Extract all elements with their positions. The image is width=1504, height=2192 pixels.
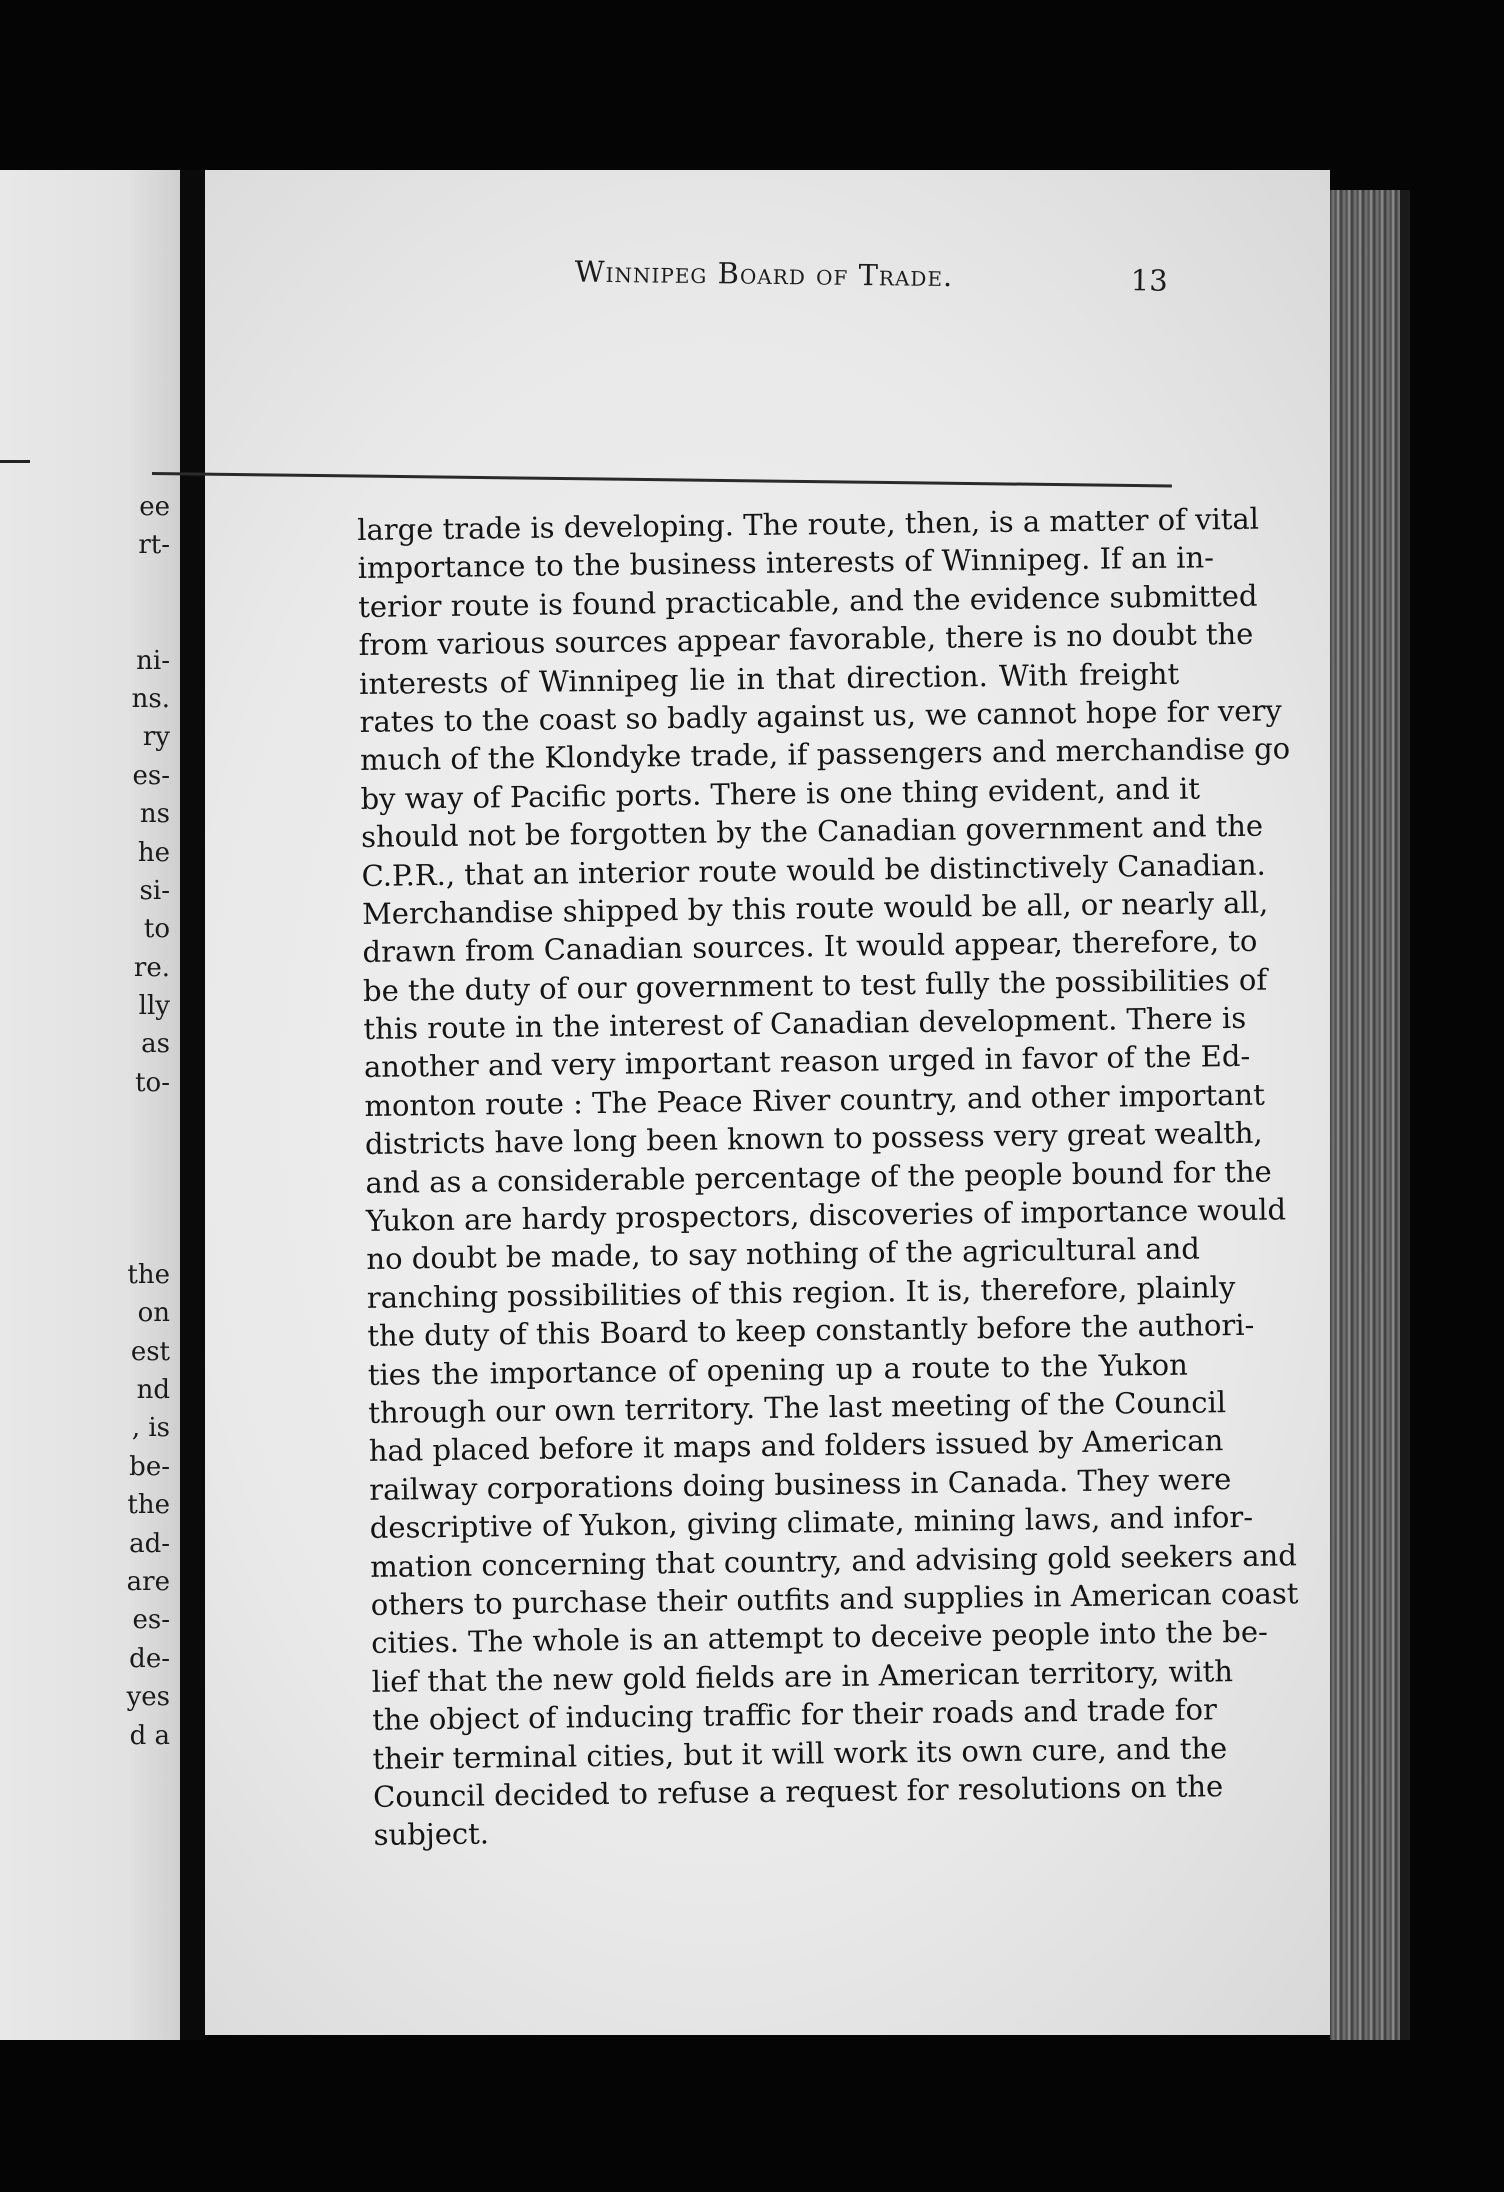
text-line: Merchandise shipped by this route would be all, or nearly all, <box>361 885 1269 931</box>
left-fragment-line: lly <box>138 991 170 1022</box>
left-fragment-line: es- <box>132 760 170 791</box>
left-fragment-line: re. <box>133 952 170 983</box>
text-line: terior route is found practicable, and the evidence submitted <box>357 578 1258 624</box>
left-fragment-line: ns <box>139 799 170 830</box>
text-line: subject. <box>373 1816 490 1853</box>
text-line: monton route : The Peace River country, and other important <box>364 1077 1265 1123</box>
text-line: ranching possibilities of this region. It is, therefore, plainly <box>366 1269 1236 1315</box>
text-line: railway corporations doing business in Canada. They were <box>369 1461 1232 1507</box>
left-fragment-line: yes <box>126 1682 170 1713</box>
header-title: Winnipeg Board of Trade. <box>574 254 954 294</box>
left-fragment-line <box>127 1141 170 1179</box>
text-line: descriptive of Yukon, giving climate, mining laws, and infor- <box>369 1499 1254 1546</box>
left-fragment-line: est <box>130 1336 170 1367</box>
text-line: districts have long been known to possess very great wealth, <box>364 1115 1263 1162</box>
text-line: mation concerning that country, and advising gold seekers and <box>370 1537 1297 1584</box>
left-fragment-line: es- <box>132 1605 170 1636</box>
left-fragment-line <box>127 1179 170 1217</box>
left-fragment-line: to <box>143 914 170 945</box>
left-fragment-line: ad- <box>129 1528 170 1559</box>
left-fragment-line: ns. <box>131 683 170 714</box>
page-number: 13 <box>1130 263 1168 298</box>
text-line: large trade is developing. The route, then, is a matter of vital <box>357 501 1260 547</box>
left-fragment-line: be- <box>129 1451 170 1482</box>
text-line: had placed before it maps and folders issued by American <box>368 1423 1224 1469</box>
left-fragment-line: ee <box>139 492 170 522</box>
text-line: no doubt be made, to say nothing of the agricultural and <box>366 1231 1201 1277</box>
text-line: through our own territory. The last meeting of the Council <box>368 1385 1227 1430</box>
left-fragment-line: he <box>137 837 170 868</box>
page-edge-shadow <box>1400 190 1410 2040</box>
text-line: C.P.R., that an interior route would be distinctively Canadian. <box>361 847 1266 893</box>
text-line: interests of Winnipeg lie in that direction. With freight <box>358 656 1180 701</box>
left-fragment-line: , is <box>131 1413 170 1444</box>
left-fragment-line: to- <box>135 1067 170 1098</box>
left-page-text <box>127 488 170 1755</box>
left-fragment-line: on <box>137 1298 170 1329</box>
text-line: this route in the interest of Canadian development. There is <box>363 1000 1247 1047</box>
left-fragment-line <box>127 1217 170 1255</box>
text-line: be the duty of our government to test fully the possibilities of <box>362 962 1268 1008</box>
text-line: cities. The whole is an attempt to deceive people into the be- <box>371 1614 1268 1661</box>
text-line: lief that the new gold fields are in American territory, with <box>371 1653 1234 1699</box>
text-line: much of the Klondyke trade, if passengers and merchandise go <box>359 731 1291 778</box>
text-line: ties the importance of opening up a route to the Yukon <box>367 1347 1189 1392</box>
text-line: from various sources appear favorable, there is no doubt the <box>358 616 1254 663</box>
left-fragment-line: si- <box>139 875 170 906</box>
text-line: should not be forgotten by the Canadian government and the <box>360 808 1264 855</box>
text-line: by way of Pacific ports. There is one thing evident, and it <box>360 771 1201 816</box>
text-line: others to purchase their outfits and supplies in American coast <box>370 1576 1299 1622</box>
book-gutter <box>180 170 205 2040</box>
body-text <box>357 501 1299 1855</box>
left-header-rule <box>0 460 30 463</box>
text-line: drawn from Canadian sources. It would appear, therefore, to <box>362 924 1258 970</box>
text-line: their terminal cities, but it will work its own cure, and the <box>372 1730 1228 1776</box>
left-fragment-line: the <box>127 1259 170 1290</box>
left-fragment-line: rt- <box>138 530 170 561</box>
left-fragment-line <box>127 565 170 603</box>
left-fragment-line: nd <box>136 1374 170 1405</box>
text-line: the duty of this Board to keep constantly before the authori- <box>367 1307 1255 1354</box>
left-fragment-line <box>127 1102 170 1140</box>
left-fragment-line: de- <box>129 1643 170 1674</box>
left-fragment-line: ni- <box>136 645 170 676</box>
left-page-fragment <box>0 170 180 2040</box>
text-line: rates to the coast so badly against us, we cannot hope for very <box>359 693 1282 739</box>
text-line: the object of inducing traffic for their roads and trade for <box>371 1692 1218 1738</box>
left-fragment-line <box>127 603 170 641</box>
left-fragment-line: ry <box>142 722 170 753</box>
page-edges <box>1330 190 1400 2040</box>
text-line: and as a considerable percentage of the people bound for the <box>365 1154 1272 1200</box>
left-fragment-line: d a <box>129 1720 170 1751</box>
left-fragment-line: as <box>141 1029 170 1060</box>
text-line: another and very important reason urged in favor of the Ed- <box>363 1039 1251 1085</box>
text-line: importance to the business interests of Winnipeg. If an in- <box>357 540 1215 586</box>
left-fragment-line: the <box>127 1490 170 1521</box>
left-fragment-line: are <box>126 1566 170 1597</box>
text-line: Yukon are hardy prospectors, discoveries of importance would <box>365 1192 1287 1238</box>
text-line: Council decided to refuse a request for resolutions on the <box>372 1769 1224 1814</box>
